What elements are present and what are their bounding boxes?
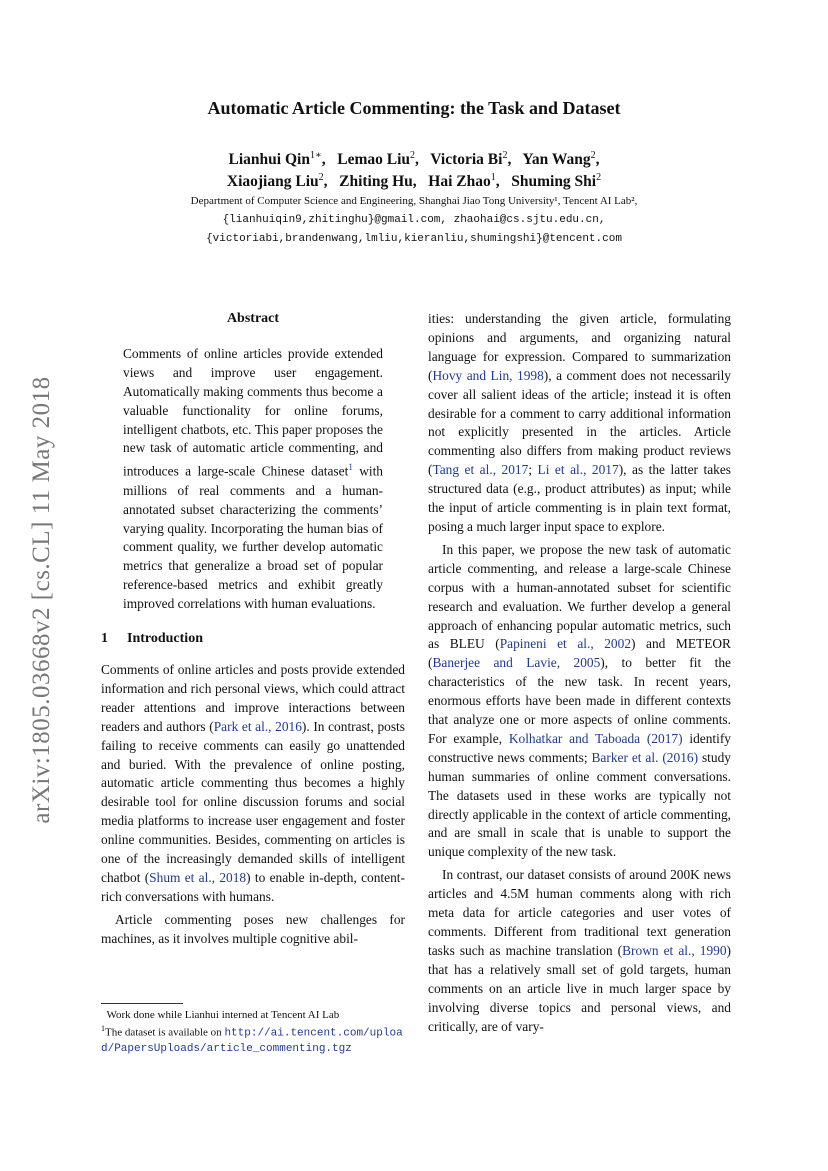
left-column — [101, 310, 405, 949]
citation-link[interactable]: Li et al., 2017 — [537, 462, 619, 478]
authors-line-1: Lianhui Qin$^{1∗}$, Lemao Liu$^2$, Victoria Bi$^2$, Yan Wang$^2$, — [228, 150, 600, 169]
citation-link[interactable]: Barker et al. (2016) — [591, 749, 699, 765]
citation-link[interactable]: Papineni et al., 2002 — [499, 636, 632, 652]
citation-link[interactable]: Brown et al., 1990 — [622, 942, 727, 958]
citation-link[interactable]: Shum et al., 2018 — [149, 869, 247, 885]
intro-paragraph-3: ities: understanding the given article, formulating opinions and arguments, and organizing natural language for expression. Compared to summarization (Hovy and Lin, 1998), a comment does not necessarily cover all salient ideas of the article; instead it is often desirable for a comment to carry additional information not explicitly presented in the articles. Article commenting also differs from making product reviews (Tang et al., 2017; Li et al., 2017), as the latter takes structured data (e.g., product attributes) as input; while the input of article commenting is in plain text format, posing a much larger input space to explore. — [428, 311, 731, 534]
email-line-1: {lianhuiqin9,zhitinghu}@gmail.com, zhaohai@cs.sjtu.edu.cn, — [222, 214, 606, 226]
citation-link[interactable]: Park et al., 2016 — [213, 718, 302, 734]
abstract-heading: Abstract — [226, 311, 280, 326]
author: Zhiting Hu — [339, 173, 413, 191]
citation-link[interactable]: Kolhatkar and Taboada (2017) — [508, 730, 683, 746]
citation-link[interactable]: Hovy and Lin, 1998 — [432, 367, 544, 383]
footnote-marker[interactable]: 1 — [348, 462, 353, 473]
intro-paragraph-2: Article commenting poses new challenges for machines, as it involves multiple cognitive abil- — [101, 911, 405, 946]
affiliation: Department of Computer Science and Engineering, Shanghai Jiao Tong University¹, Tencent AI Lab², — [190, 195, 638, 207]
citation-link[interactable]: Banerjee and Lavie, 2005 — [432, 655, 601, 671]
author: Hai Zhao$^1$ — [428, 172, 496, 191]
author: Xiaojiang Liu$^2$ — [226, 172, 324, 191]
footnote-star: Work done while Lianhui interned at Tencent AI Lab — [106, 1009, 340, 1021]
right-column — [428, 310, 731, 1036]
citation-link[interactable]: Tang et al., 2017 — [432, 462, 529, 478]
author: Lianhui Qin$^{1∗}$ — [228, 150, 322, 169]
author: Victoria Bi$^2$ — [430, 150, 508, 169]
author: Shuming Shi$^2$ — [511, 172, 602, 191]
arxiv-identifier: arXiv:1805.03668v2 [cs.CL] 11 May 2018 — [28, 376, 55, 824]
dataset-url-link[interactable]: http://ai.tencent.com/upload/PapersUploads/article_commenting.tgz — [101, 1027, 403, 1055]
authors-line-2: Xiaojiang Liu$^2$, Zhiting Hu, Hai Zhao$^1$, Shuming Shi$^2$ — [226, 172, 602, 191]
email-line-2: {victoriabi,brandenwang,lmliu,kieranliu,shumingshi}@tencent.com — [206, 233, 622, 245]
section-heading: 1 Introduction — [101, 631, 203, 647]
footnote-1: $^1$The dataset is available on http://ai.tencent.com/upload/PapersUploads/article_commenting.tgz — [101, 1024, 403, 1055]
intro-paragraph-4: In this paper, we propose the new task of automatic article commenting, and release a large-scale Chinese corpus with a human-annotated subset for scientific research and evaluation. We further develop a general approach of enhancing popular automatic metrics, such as BLEU (Papineni et al., 2002) and METEOR (Banerjee and Lavie, 2005), to better fit the characteristics of the new task. In recent years, enormous efforts have been made in different contexts that analyze one or more aspects of online comments. For example, Kolhatkar and Taboada (2017) identify constructive news comments; Barker et al. (2016) study human summaries of online comment conversations. The datasets used in these works are typically not directly applicable in the context of article commenting, and are small in scale that is unable to support the unique complexity of the new task. — [428, 541, 731, 860]
footnote-divider — [101, 1003, 183, 1004]
intro-paragraph-5: In contrast, our dataset consists of around 200K news articles and 4.5M human comments along with rich meta data for article categories and user votes of comments. Different from traditional text generation tasks such as machine translation (Brown et al., 1990) that has a relatively small set of gold targets, human comments on an article live in much larger space by involving diverse topics and personal views, and critically, are of vary- — [428, 867, 731, 1034]
author: Lemao Liu$^2$ — [337, 150, 416, 169]
abstract-text: Comments of online articles provide extended views and improve user engagement. Automatically making comments thus become a valuable functionality for online forums, intelligent chatbots, etc. This paper proposes the new task of automatic article commenting, and introduces a large-scale Chinese dataset$^1$ with millions of real comments and a human-annotated subset characterizing the comments’ varying quality. Incorporating the human bias of comment quality, we further develop automatic metrics that generalize a broad set of popular reference-based metrics and exhibit greatly improved correlations with human evaluations. — [123, 345, 384, 612]
paper-title: Automatic Article Commenting: the Task and Dataset — [207, 98, 621, 118]
author: Yan Wang$^2$ — [522, 150, 596, 169]
intro-paragraph-1: Comments of online articles and posts provide extended information and rich personal views, which could attract reader attentions and improve interactions between readers and authors (Park et al., 2016). In contrast, posts failing to receive comments can easily go unattended and buried. With the prevalence of online posting, automatic article commenting thus becomes a highly desirable tool for online discussion forums and social media platforms to increase user engagement and foster online communities. Besides, commenting on articles is one of the increasingly demanded skills of intelligent chatbot (Shum et al., 2018) to enable in-depth, content-rich conversations with humans. — [101, 661, 405, 904]
